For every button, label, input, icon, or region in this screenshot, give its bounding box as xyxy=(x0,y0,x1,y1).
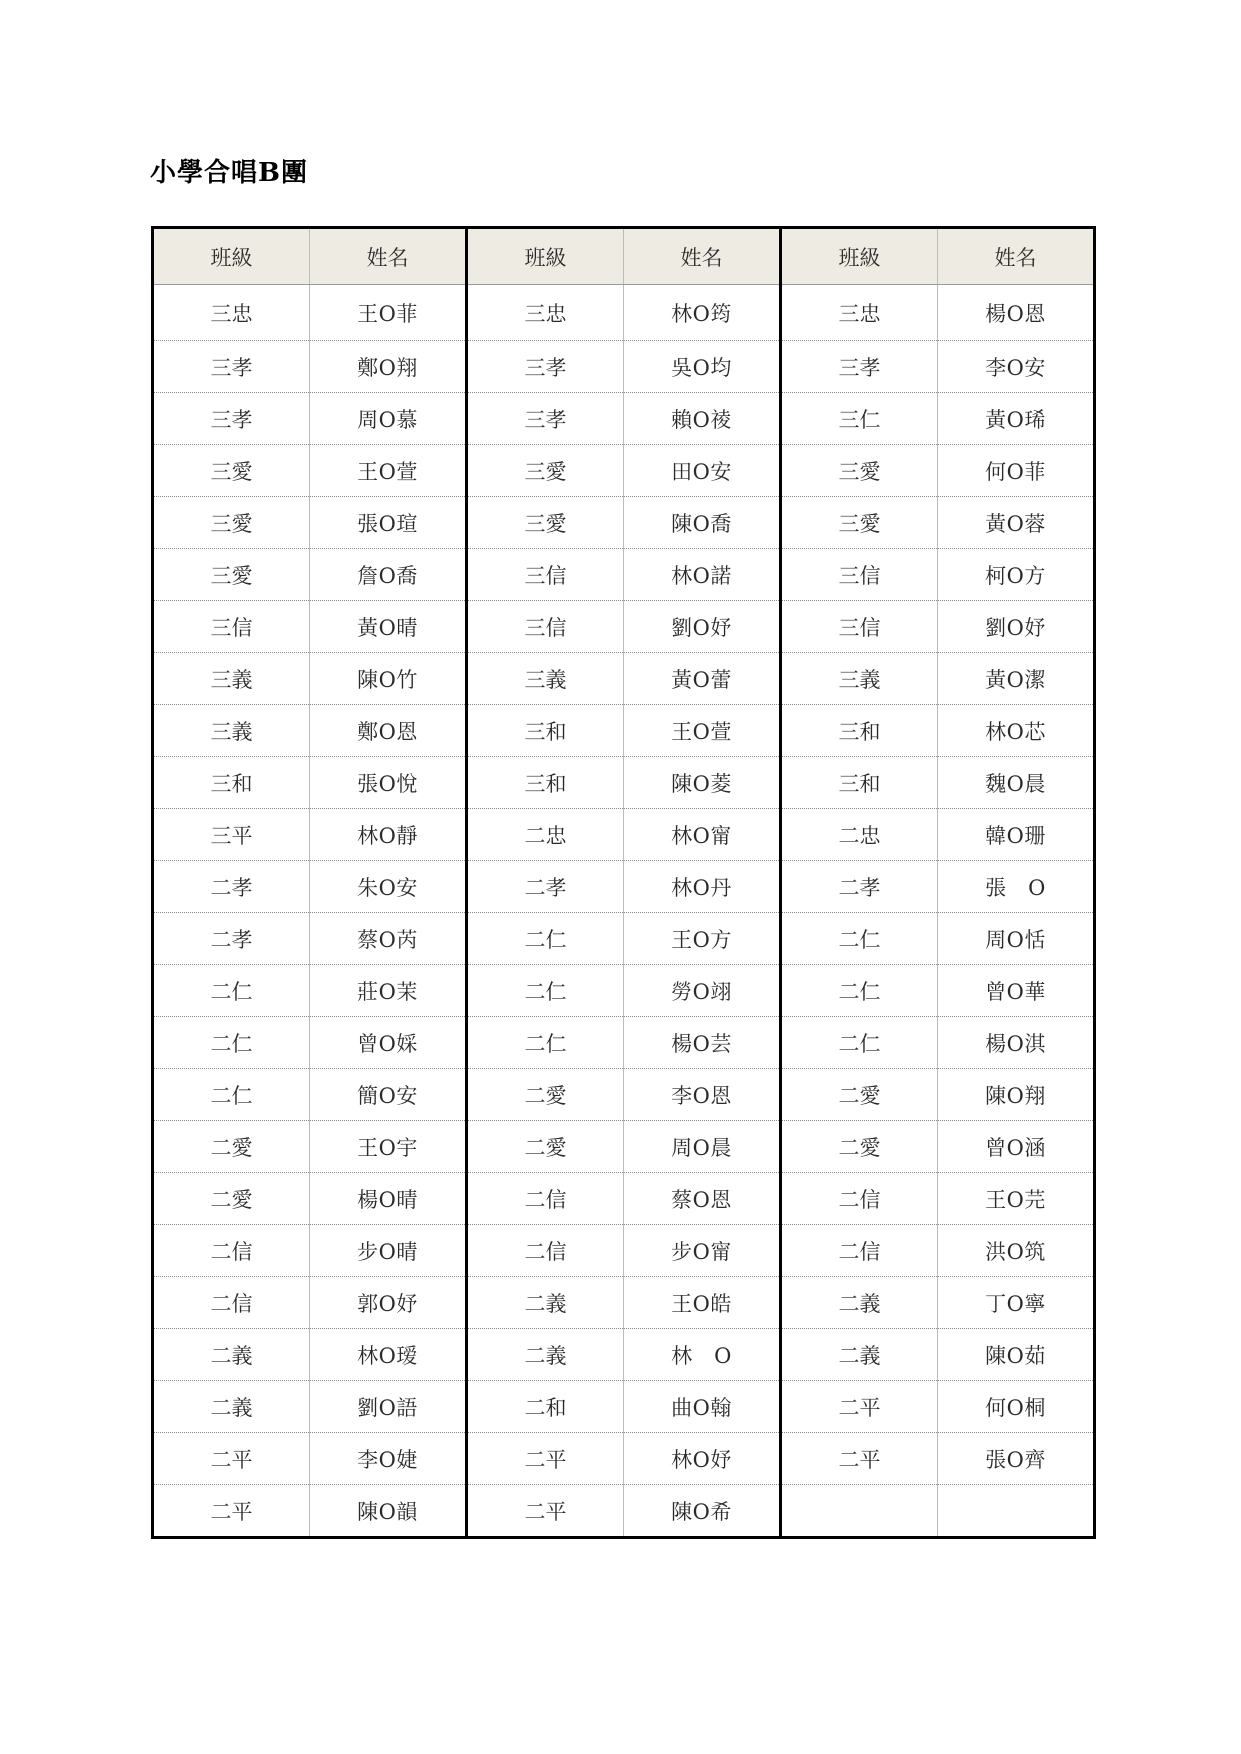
class-cell-1: 二平 xyxy=(153,1433,310,1485)
name-cell-3: 楊O淇 xyxy=(938,1017,1095,1069)
class-cell-1: 三和 xyxy=(153,757,310,809)
class-cell-3: 二仁 xyxy=(781,1017,938,1069)
name-cell-2: 林O筠 xyxy=(624,285,781,341)
name-cell-3: 張O齊 xyxy=(938,1433,1095,1485)
class-cell-3: 二信 xyxy=(781,1225,938,1277)
class-cell-1: 二信 xyxy=(153,1225,310,1277)
name-cell-3: 魏O晨 xyxy=(938,757,1095,809)
table-row xyxy=(153,549,1095,601)
class-cell-1: 二孝 xyxy=(153,861,310,913)
class-cell-1: 三信 xyxy=(153,601,310,653)
name-cell-1: 陳O韻 xyxy=(310,1485,467,1538)
name-cell-2: 林O諾 xyxy=(624,549,781,601)
name-cell-1: 詹O喬 xyxy=(310,549,467,601)
class-cell-1: 三孝 xyxy=(153,393,310,445)
name-cell-2: 王O皓 xyxy=(624,1277,781,1329)
name-cell-2: 李O恩 xyxy=(624,1069,781,1121)
name-cell-3: 黃O蓉 xyxy=(938,497,1095,549)
class-cell-2: 二忠 xyxy=(467,809,624,861)
name-cell-1: 林O瑷 xyxy=(310,1329,467,1381)
name-cell-3: 黃O琋 xyxy=(938,393,1095,445)
name-cell-1: 朱O安 xyxy=(310,861,467,913)
name-cell-2: 林O甯 xyxy=(624,809,781,861)
table-row xyxy=(153,1329,1095,1381)
class-cell-2: 二和 xyxy=(467,1381,624,1433)
name-cell-2: 步O甯 xyxy=(624,1225,781,1277)
name-cell-2: 曲O翰 xyxy=(624,1381,781,1433)
name-cell-2: 林O妤 xyxy=(624,1433,781,1485)
class-cell-3: 三義 xyxy=(781,653,938,705)
class-cell-1: 三愛 xyxy=(153,497,310,549)
name-cell-3: 曾O涵 xyxy=(938,1121,1095,1173)
table-row xyxy=(153,1277,1095,1329)
class-cell-2: 三和 xyxy=(467,705,624,757)
class-cell-2: 二愛 xyxy=(467,1069,624,1121)
class-cell-2: 二平 xyxy=(467,1433,624,1485)
name-cell-3: 柯O方 xyxy=(938,549,1095,601)
table-row xyxy=(153,341,1095,393)
class-cell-1: 三忠 xyxy=(153,285,310,341)
name-cell-1: 李O婕 xyxy=(310,1433,467,1485)
header-class-1: 班級 xyxy=(153,228,310,285)
class-cell-2: 二信 xyxy=(467,1173,624,1225)
class-cell-3: 二仁 xyxy=(781,913,938,965)
table-row xyxy=(153,809,1095,861)
class-cell-3: 二義 xyxy=(781,1329,938,1381)
class-cell-3: 三愛 xyxy=(781,445,938,497)
name-cell-3: 張 O xyxy=(938,861,1095,913)
name-cell-1: 陳O竹 xyxy=(310,653,467,705)
class-cell-3: 三信 xyxy=(781,549,938,601)
class-cell-1: 三孝 xyxy=(153,341,310,393)
class-cell-2: 三信 xyxy=(467,549,624,601)
name-cell-1: 王O菲 xyxy=(310,285,467,341)
name-cell-3: 何O桐 xyxy=(938,1381,1095,1433)
class-cell-1: 二孝 xyxy=(153,913,310,965)
table-row xyxy=(153,653,1095,705)
header-name-3: 姓名 xyxy=(938,228,1095,285)
table-row xyxy=(153,1225,1095,1277)
class-cell-2: 二孝 xyxy=(467,861,624,913)
table-row xyxy=(153,757,1095,809)
name-cell-1: 林O靜 xyxy=(310,809,467,861)
class-cell-1: 三平 xyxy=(153,809,310,861)
name-cell-1: 莊O茉 xyxy=(310,965,467,1017)
table-row xyxy=(153,913,1095,965)
class-cell-1: 二愛 xyxy=(153,1121,310,1173)
class-cell-3: 二愛 xyxy=(781,1121,938,1173)
class-cell-3: 三忠 xyxy=(781,285,938,341)
table-row xyxy=(153,1017,1095,1069)
class-cell-2: 二平 xyxy=(467,1485,624,1538)
class-cell-3: 二信 xyxy=(781,1173,938,1225)
class-cell-2: 二義 xyxy=(467,1277,624,1329)
name-cell-1: 蔡O芮 xyxy=(310,913,467,965)
name-cell-3: 黃O潔 xyxy=(938,653,1095,705)
name-cell-1: 鄭O恩 xyxy=(310,705,467,757)
table-row xyxy=(153,497,1095,549)
table-row xyxy=(153,1121,1095,1173)
name-cell-2: 賴O祾 xyxy=(624,393,781,445)
class-cell-1: 二義 xyxy=(153,1381,310,1433)
class-cell-2: 三孝 xyxy=(467,393,624,445)
class-cell-1: 三愛 xyxy=(153,549,310,601)
class-cell-2: 三信 xyxy=(467,601,624,653)
table-row xyxy=(153,601,1095,653)
name-cell-1: 鄭O翔 xyxy=(310,341,467,393)
header-class-3: 班級 xyxy=(781,228,938,285)
class-cell-2: 三義 xyxy=(467,653,624,705)
table-row xyxy=(153,445,1095,497)
class-cell-3: 二平 xyxy=(781,1381,938,1433)
name-cell-3: 王O芫 xyxy=(938,1173,1095,1225)
roster-body xyxy=(153,285,1095,1538)
class-cell-2: 三忠 xyxy=(467,285,624,341)
class-cell-3: 二孝 xyxy=(781,861,938,913)
header-class-2: 班級 xyxy=(467,228,624,285)
name-cell-2: 勞O翊 xyxy=(624,965,781,1017)
class-cell-1: 三愛 xyxy=(153,445,310,497)
name-cell-3: 何O菲 xyxy=(938,445,1095,497)
table-row xyxy=(153,1069,1095,1121)
header-name-1: 姓名 xyxy=(310,228,467,285)
class-cell-1: 三義 xyxy=(153,653,310,705)
roster-table xyxy=(151,226,1096,1539)
name-cell-1: 王O萱 xyxy=(310,445,467,497)
name-cell-2: 吳O均 xyxy=(624,341,781,393)
name-cell-1: 王O宇 xyxy=(310,1121,467,1173)
name-cell-2: 王O方 xyxy=(624,913,781,965)
name-cell-3: 陳O茹 xyxy=(938,1329,1095,1381)
page-title: 小學合唱B團 xyxy=(150,158,308,188)
class-cell-1: 三義 xyxy=(153,705,310,757)
class-cell-3: 三信 xyxy=(781,601,938,653)
name-cell-1: 周O慕 xyxy=(310,393,467,445)
class-cell-1: 二仁 xyxy=(153,965,310,1017)
class-cell-2: 二仁 xyxy=(467,913,624,965)
name-cell-2: 林O丹 xyxy=(624,861,781,913)
name-cell-2: 陳O喬 xyxy=(624,497,781,549)
name-cell-2: 林 O xyxy=(624,1329,781,1381)
name-cell-1: 曾O婇 xyxy=(310,1017,467,1069)
name-cell-1: 黃O晴 xyxy=(310,601,467,653)
class-cell-1: 二仁 xyxy=(153,1017,310,1069)
table-row xyxy=(153,1173,1095,1225)
name-cell-3: 劉O妤 xyxy=(938,601,1095,653)
class-cell-3: 三孝 xyxy=(781,341,938,393)
class-cell-3: 二平 xyxy=(781,1433,938,1485)
class-cell-3: 二義 xyxy=(781,1277,938,1329)
name-cell-2: 楊O芸 xyxy=(624,1017,781,1069)
name-cell-2: 黃O蕾 xyxy=(624,653,781,705)
name-cell-3: 李O安 xyxy=(938,341,1095,393)
class-cell-2: 三愛 xyxy=(467,445,624,497)
table-row xyxy=(153,393,1095,445)
name-cell-3: 周O恬 xyxy=(938,913,1095,965)
table-row xyxy=(153,861,1095,913)
class-cell-3: 三仁 xyxy=(781,393,938,445)
class-cell-3: 三愛 xyxy=(781,497,938,549)
name-cell-2: 陳O希 xyxy=(624,1485,781,1538)
name-cell-1: 郭O妤 xyxy=(310,1277,467,1329)
table-row xyxy=(153,965,1095,1017)
class-cell-1: 二信 xyxy=(153,1277,310,1329)
name-cell-3: 丁O寧 xyxy=(938,1277,1095,1329)
name-cell-3: 林O芯 xyxy=(938,705,1095,757)
name-cell-1: 劉O語 xyxy=(310,1381,467,1433)
name-cell-3: 陳O翔 xyxy=(938,1069,1095,1121)
name-cell-3: 曾O華 xyxy=(938,965,1095,1017)
class-cell-2: 二愛 xyxy=(467,1121,624,1173)
name-cell-2: 王O萱 xyxy=(624,705,781,757)
class-cell-3: 二愛 xyxy=(781,1069,938,1121)
name-cell-2: 蔡O恩 xyxy=(624,1173,781,1225)
class-cell-3: 二仁 xyxy=(781,965,938,1017)
class-cell-3 xyxy=(781,1485,938,1538)
table-row xyxy=(153,285,1095,341)
class-cell-2: 二義 xyxy=(467,1329,624,1381)
name-cell-1: 簡O安 xyxy=(310,1069,467,1121)
class-cell-1: 二愛 xyxy=(153,1173,310,1225)
header-row xyxy=(153,228,1095,285)
name-cell-3: 韓O珊 xyxy=(938,809,1095,861)
class-cell-2: 二信 xyxy=(467,1225,624,1277)
class-cell-3: 三和 xyxy=(781,705,938,757)
name-cell-2: 劉O妤 xyxy=(624,601,781,653)
class-cell-1: 二仁 xyxy=(153,1069,310,1121)
name-cell-2: 田O安 xyxy=(624,445,781,497)
header-name-2: 姓名 xyxy=(624,228,781,285)
name-cell-1: 楊O晴 xyxy=(310,1173,467,1225)
class-cell-1: 二平 xyxy=(210,1499,253,1524)
name-cell-2: 陳O菱 xyxy=(624,757,781,809)
table-row xyxy=(153,705,1095,757)
name-cell-3: 楊O恩 xyxy=(938,285,1095,341)
roster-header xyxy=(153,228,1095,285)
table-row xyxy=(153,1381,1095,1433)
name-cell-3: 洪O筑 xyxy=(938,1225,1095,1277)
name-cell-2: 周O晨 xyxy=(624,1121,781,1173)
name-cell-3 xyxy=(938,1485,1095,1538)
class-cell-2: 二仁 xyxy=(467,965,624,1017)
class-cell-1: 二義 xyxy=(153,1329,310,1381)
class-cell-3: 三和 xyxy=(781,757,938,809)
class-cell-2: 三孝 xyxy=(467,341,624,393)
table-row xyxy=(153,1485,1095,1538)
class-cell-2: 三和 xyxy=(467,757,624,809)
table-row xyxy=(153,1433,1095,1485)
class-cell-2: 二仁 xyxy=(467,1017,624,1069)
class-cell-2: 三愛 xyxy=(467,497,624,549)
name-cell-1: 張O瑄 xyxy=(310,497,467,549)
class-cell-3: 二忠 xyxy=(781,809,938,861)
name-cell-1: 步O晴 xyxy=(310,1225,467,1277)
name-cell-1: 張O悅 xyxy=(310,757,467,809)
